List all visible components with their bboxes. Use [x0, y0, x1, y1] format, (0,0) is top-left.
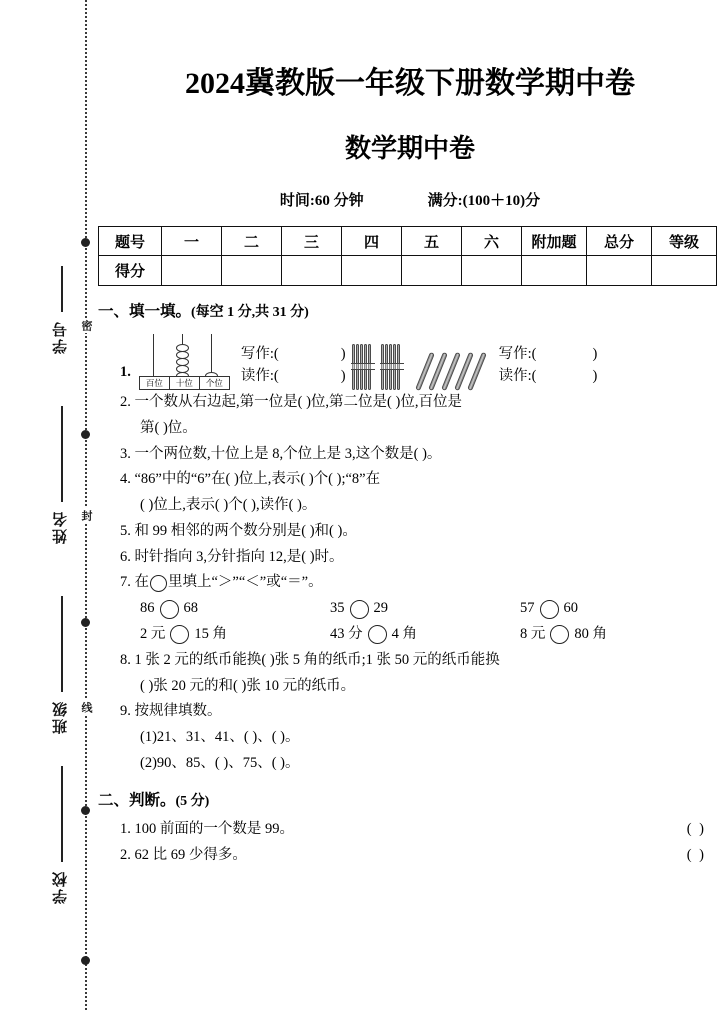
comparison-right: 60 — [563, 600, 578, 617]
exam-duration: 时间:60 分钟 — [279, 193, 364, 209]
score-cell[interactable] — [282, 256, 342, 286]
judgement-text: 1. 100 前面的一个数是 99。 — [120, 820, 294, 837]
question-1-answer-blanks-left — [241, 344, 346, 390]
stick-bundle — [381, 344, 403, 390]
question-7 — [120, 570, 724, 596]
score-table-header-cell: 附加题 — [522, 227, 587, 256]
question-1 — [120, 332, 724, 390]
place-label-hundreds: 百位 — [140, 377, 170, 389]
question-2-line-1[interactable]: 2. 一个数从右边起,第一位是( )位,第二位是( )位,百位是 — [120, 393, 462, 410]
sealed-line-dot — [81, 430, 90, 439]
judgement-text: 2. 62 比 69 少得多。 — [120, 846, 247, 863]
comparison-left: 2 元 — [140, 626, 166, 643]
read-as-label: 读作:( — [240, 368, 279, 385]
stick-bundle — [352, 344, 374, 390]
field-label-name: 姓名 — [52, 510, 69, 544]
field-label-class: 班级 — [52, 700, 69, 734]
section-1-title: 一、填一填。 — [98, 303, 192, 320]
question-9-part-2[interactable]: (2)90、85、( )、75、( )。 — [140, 755, 300, 772]
bundle-tie — [380, 363, 404, 370]
paren-close: ) — [592, 346, 598, 363]
exam-total-score: 满分:(100＋10)分 — [427, 193, 541, 209]
write-as-row-left — [241, 344, 346, 366]
judgement-question-2[interactable] — [120, 843, 724, 869]
score-table-header-cell: 二 — [222, 227, 282, 256]
sealed-dotted-line — [85, 0, 87, 1010]
field-rule-class — [61, 596, 63, 692]
comparison-pair[interactable] — [330, 596, 520, 622]
abacus-illustration — [139, 334, 231, 390]
write-as-row-right — [499, 344, 598, 366]
comparison-left: 86 — [140, 600, 155, 617]
field-rule-school — [61, 766, 63, 862]
comparison-pair[interactable] — [520, 596, 710, 622]
score-table-row-label: 得分 — [99, 256, 162, 286]
score-cell[interactable] — [402, 256, 462, 286]
comparison-circle-icon[interactable] — [368, 625, 387, 644]
comparison-pair[interactable] — [140, 596, 330, 622]
judgement-answer-blank[interactable]: ( ) — [686, 820, 706, 837]
score-table — [98, 226, 717, 286]
score-table-header-cell: 五 — [402, 227, 462, 256]
score-table-header-cell: 六 — [462, 227, 522, 256]
spacer — [294, 817, 687, 843]
score-cell[interactable] — [652, 256, 717, 286]
seal-char-xian: 线 — [80, 702, 92, 713]
comparison-circle-icon[interactable] — [540, 600, 559, 619]
comparison-circle-icon[interactable] — [160, 600, 179, 619]
bundle-tie — [351, 363, 375, 370]
question-3[interactable]: 3. 一个两位数,十位上是 8,个位上是 3,这个数是( )。 — [120, 445, 442, 462]
judgement-question-1[interactable] — [120, 817, 724, 843]
score-cell[interactable] — [522, 256, 587, 286]
comparison-pair[interactable] — [520, 622, 710, 648]
sealed-line-sidebar — [0, 0, 96, 1024]
write-as-label: 写作:( — [498, 346, 537, 363]
question-9-part-1[interactable]: (1)21、31、41、( )、( )。 — [140, 729, 300, 746]
comparison-circle-icon — [150, 575, 167, 592]
score-table-header-cell: 题号 — [99, 227, 162, 256]
comparison-right: 15 角 — [194, 626, 227, 643]
exam-content — [96, 0, 724, 1024]
comparison-circle-icon[interactable] — [170, 625, 189, 644]
judgement-answer-blank[interactable]: ( ) — [686, 846, 706, 863]
question-6[interactable]: 6. 时针指向 3,分针指向 12,是( )时。 — [120, 548, 344, 565]
section-1-points: (每空 1 分,共 31 分) — [191, 305, 309, 320]
score-cell[interactable] — [587, 256, 652, 286]
seal-char-mi: 密 — [80, 320, 92, 331]
spacer — [247, 843, 687, 869]
question-4-line-2[interactable]: ( )位上,表示( )个( ),读作( )。 — [140, 497, 317, 514]
section-heading-2 — [98, 787, 724, 815]
sealed-line-dot — [81, 238, 90, 247]
counting-sticks-illustration — [352, 338, 489, 390]
question-7-row-2 — [140, 622, 724, 648]
question-1-number: 1. — [120, 364, 131, 381]
score-table-header-cell: 三 — [282, 227, 342, 256]
score-cell[interactable] — [162, 256, 222, 286]
comparison-left: 57 — [520, 600, 535, 617]
field-label-student-id: 学号 — [52, 320, 69, 354]
question-4-line-1[interactable]: 4. “86”中的“6”在( )位上,表示( )个( );“8”在 — [120, 471, 381, 488]
question-7-prefix: 7. 在 — [120, 574, 149, 591]
score-table-header-cell: 四 — [342, 227, 402, 256]
question-1-answer-blanks-right — [499, 344, 598, 390]
field-rule-name — [61, 406, 63, 502]
paren-close: ) — [340, 346, 346, 363]
loose-sticks — [413, 344, 489, 390]
page-title: 2024冀教版一年级下册数学期中卷 — [185, 67, 635, 100]
comparison-circle-icon[interactable] — [550, 625, 569, 644]
comparison-left: 43 分 — [330, 626, 363, 643]
read-as-row-right — [499, 366, 598, 388]
question-8-line-1[interactable]: 8. 1 张 2 元的纸币能换( )张 5 角的纸币;1 张 50 元的纸币能换 — [120, 651, 500, 668]
write-as-label: 写作:( — [240, 346, 279, 363]
page-subtitle: 数学期中卷 — [344, 134, 475, 163]
comparison-right: 4 角 — [391, 626, 417, 643]
comparison-right: 80 角 — [574, 626, 607, 643]
score-table-header-cell: 一 — [162, 227, 222, 256]
field-rule-student-id — [61, 266, 63, 312]
comparison-circle-icon[interactable] — [350, 600, 369, 619]
comparison-right: 29 — [373, 600, 388, 617]
score-table-header-cell: 等级 — [652, 227, 717, 256]
section-2-points: (5 分) — [175, 793, 210, 809]
table-row-headers — [99, 227, 717, 256]
question-9-heading: 9. 按规律填数。 — [120, 703, 222, 720]
section-heading-1 — [98, 298, 724, 326]
score-table-wrapper — [98, 226, 716, 286]
question-7-suffix: 里填上“＞”“＜”或“＝”。 — [168, 574, 323, 591]
abacus-rod-hundreds — [153, 334, 154, 378]
score-table-header-cell: 总分 — [587, 227, 652, 256]
exam-meta — [96, 189, 724, 210]
question-5[interactable]: 5. 和 99 相邻的两个数分别是( )和( )。 — [120, 522, 357, 539]
paren-close: ) — [340, 368, 346, 385]
question-2-line-2[interactable]: 第( )位。 — [140, 419, 197, 436]
section-2-title: 二、判断。 — [98, 791, 176, 809]
place-label-tens: 十位 — [170, 377, 200, 389]
score-cell[interactable] — [462, 256, 522, 286]
table-row-scores — [99, 256, 717, 286]
sealed-line-dot — [81, 806, 90, 815]
comparison-right: 68 — [183, 600, 198, 617]
score-cell[interactable] — [222, 256, 282, 286]
comparison-left: 8 元 — [520, 626, 546, 643]
question-7-row-1 — [140, 596, 724, 622]
comparison-pair[interactable] — [330, 622, 520, 648]
place-label-ones: 个位 — [200, 377, 229, 389]
score-cell[interactable] — [342, 256, 402, 286]
comparison-pair[interactable] — [140, 622, 330, 648]
read-as-row-left — [241, 366, 346, 388]
abacus-place-labels — [139, 376, 230, 390]
paren-close: ) — [592, 368, 598, 385]
field-label-school: 学校 — [52, 870, 69, 904]
seal-char-feng: 封 — [80, 510, 92, 521]
sealed-line-dot — [81, 618, 90, 627]
questions-body — [96, 298, 724, 868]
comparison-left: 35 — [330, 600, 345, 617]
sealed-line-dot — [81, 956, 90, 965]
question-8-line-2[interactable]: ( )张 20 元的和( )张 10 元的纸币。 — [140, 677, 356, 694]
read-as-label: 读作:( — [498, 368, 537, 385]
